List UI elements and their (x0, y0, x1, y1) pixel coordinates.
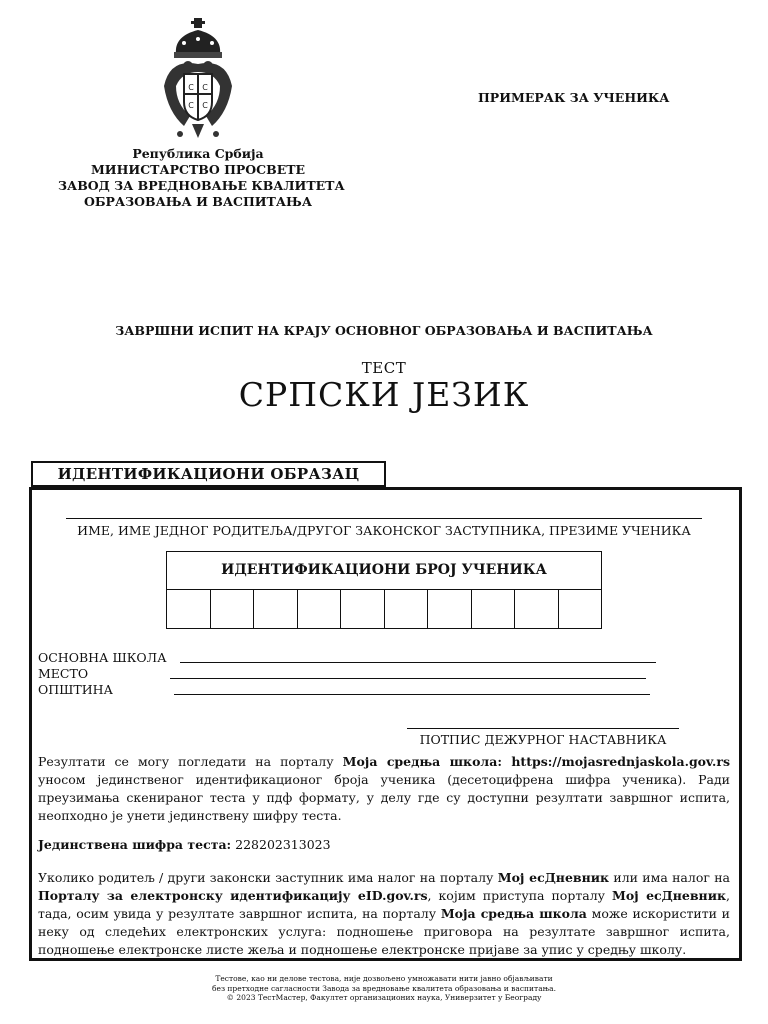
student-id-table (166, 551, 602, 629)
footer-line-2: без претходне сагласности Завода за вредновање квалитета образовања и васпитања. (211, 983, 556, 993)
p2-text-a: Уколико родитељ / други законски заступник има налог на порталу (38, 870, 498, 885)
svg-text:С: С (202, 101, 208, 110)
id-digit-cell[interactable] (253, 590, 297, 628)
svg-text:С: С (202, 83, 208, 92)
form-title: ИДЕНТИФИКАЦИОНИ ОБРАЗАЦ (31, 461, 386, 487)
svg-text:С: С (188, 101, 194, 110)
id-digit-cell[interactable] (514, 590, 558, 628)
p2-text-e: , којим приступа порталу (427, 888, 612, 903)
portal-link[interactable]: Моја средња школа: https://mojasrednjaskola.gov.rs (342, 754, 731, 769)
name-input-line[interactable] (66, 518, 702, 519)
eid-portal-name: Порталу за електронску идентификацију eID.gov.rs (38, 888, 428, 903)
results-info-paragraph (38, 753, 730, 825)
id-digit-cell[interactable] (558, 590, 602, 628)
svg-text:С: С (188, 83, 194, 92)
place-input-line[interactable] (170, 678, 646, 679)
institution-header (58, 146, 345, 210)
footer-line-3: © 2023 ТестМастер, Факултет организационих наука, Универзитет у Београду (226, 993, 542, 1002)
p2-text-i: може искористити и неку од следећих електронских услуга: подношење приговора на резултате завршног испита, подношење електронске листе жеља и подношење електронске пријаве за упис у средњу школу. (38, 906, 730, 957)
ministry-name: МИНИСТАРСТВО ПРОСВЕТЕ (90, 162, 306, 177)
name-field-label: ИМЕ, ИМЕ ЈЕДНОГ РОДИТЕЉА/ДРУГОГ ЗАКОНСКОГ ЗАСТУПНИКА, ПРЕЗИМЕ УЧЕНИКА (77, 523, 691, 538)
subject-title: СРПСКИ ЈЕЗИК (238, 375, 530, 414)
municipality-label: ОПШТИНА (38, 682, 114, 697)
id-digit-cell[interactable] (167, 590, 210, 628)
place-label: МЕСТО (38, 666, 89, 681)
p1-text-c: уносом јединственог идентификационог броја ученика (десетоцифрена шифра ученика). Ради преузимања скенираног теста у пдф формату, у делу где су доступни резултати завршног испита, неопходно је унети јединствену шифру теста. (38, 772, 730, 823)
id-digit-cell[interactable] (340, 590, 384, 628)
id-digit-cell[interactable] (210, 590, 254, 628)
signature-line[interactable] (407, 728, 679, 729)
institute-name-line2: ОБРАЗОВАЊА И ВАСПИТАЊА (83, 194, 312, 209)
p1-text-a: Резултати се могу погледати на порталу (38, 754, 343, 769)
id-digit-cell[interactable] (384, 590, 428, 628)
copy-label: ПРИМЕРАК ЗА УЧЕНИКА (478, 90, 670, 105)
institute-name-line1: ЗАВОД ЗА ВРЕДНОВАЊЕ КВАЛИТЕТА (58, 178, 345, 193)
id-digit-cell[interactable] (471, 590, 515, 628)
school-label: ОСНОВНА ШКОЛА (38, 650, 167, 665)
serbian-coat-of-arms-icon (160, 16, 236, 144)
school-input-line[interactable] (180, 662, 656, 663)
exam-title: ЗАВРШНИ ИСПИТ НА КРАЈУ ОСНОВНОГ ОБРАЗОВАЊА И ВАСПИТАЊА (115, 323, 653, 338)
student-id-cells (167, 590, 601, 628)
esdnevnik-name-2: Мој есДневник (612, 888, 726, 903)
test-code-line (38, 837, 331, 852)
test-label: ТЕСТ (361, 359, 407, 377)
test-code-label: Јединствена шифра теста: (38, 837, 232, 852)
id-digit-cell[interactable] (427, 590, 471, 628)
municipality-input-line[interactable] (174, 694, 650, 695)
copyright-footer (0, 974, 768, 1003)
id-digit-cell[interactable] (297, 590, 341, 628)
student-id-title: ИДЕНТИФИКАЦИОНИ БРОЈ УЧЕНИКА (167, 552, 601, 590)
signature-label: ПОТПИС ДЕЖУРНОГ НАСТАВНИКА (419, 732, 667, 747)
test-code-value: 228202313023 (235, 837, 331, 852)
p2-text-c: или има налог на (609, 870, 730, 885)
p2-text-g: , тада, осим увида у резултате завршног испита, на порталу (38, 888, 730, 921)
services-info-paragraph (38, 869, 730, 959)
republic-name: Република Србија (132, 146, 264, 161)
school-portal-name: Моја средња школа (440, 906, 587, 921)
esdnevnik-name: Мој есДневник (497, 870, 610, 885)
footer-line-1: Тестове, као ни делове тестова, није дозвољено умножавати нити јавно објављивати (215, 974, 553, 983)
